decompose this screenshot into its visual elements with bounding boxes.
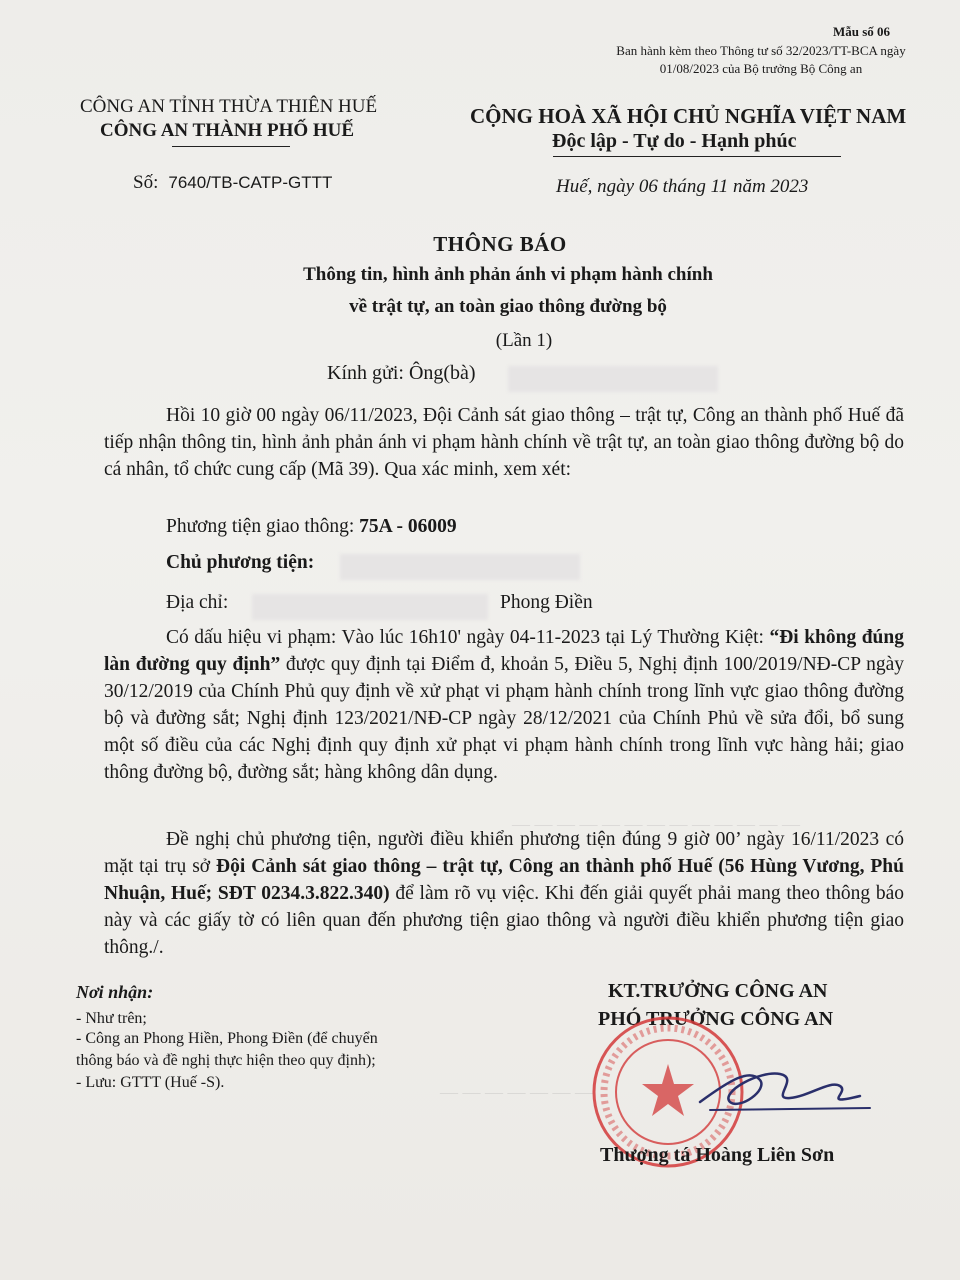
document-number-value: 7640/TB-CATP-GTTT	[168, 173, 333, 192]
bleed-through: — — — — — — — — — — — — —	[512, 814, 800, 834]
agency-name: CÔNG AN THÀNH PHỐ HUẾ	[100, 120, 355, 141]
violation-lead: Có dấu hiệu vi phạm: Vào lúc 16h10' ngày 04-11-2023 tại Lý Thường Kiệt:	[166, 627, 764, 648]
motto: Độc lập - Tự do - Hạnh phúc	[552, 130, 797, 152]
redacted-owner-name	[340, 554, 580, 580]
signer-name: Thượng tá Hoàng Liên Sơn	[600, 1144, 835, 1166]
signature-title-line2: PHÓ TRƯỞNG CÔNG AN	[598, 1008, 834, 1030]
greeting: Kính gửi: Ông(bà)	[327, 362, 476, 384]
bleed-through: — — — — — — —	[440, 1082, 593, 1102]
request-paragraph	[104, 826, 904, 961]
violation-offense: “Đi không đúng làn đường quy định”	[104, 627, 904, 675]
recipient-item: - Công an Phong Hiền, Phong Điền (để chuyển	[76, 1030, 378, 1047]
signature-title-line1: KT.TRƯỞNG CÔNG AN	[608, 980, 828, 1002]
document-number	[133, 172, 332, 194]
intro-paragraph: Hồi 10 giờ 00 ngày 06/11/2023, Đội Cảnh sát giao thông – trật tự, Công an thành phố Huế đã tiếp nhận thông tin, hình ảnh phản ánh vi phạm hành chính về trật tự, an toàn giao thông đường bộ do cá nhân, tổ chức cung cấp (Mã 39). Qua xác minh, xem xét:	[104, 405, 904, 480]
vehicle-label: Phương tiện giao thông:	[166, 516, 355, 537]
handwritten-signature-icon	[690, 1040, 880, 1130]
address-visible: Phong Điền	[500, 592, 593, 613]
document-subtitle-line1: Thông tin, hình ảnh phản ánh vi phạm hành chính	[303, 264, 713, 285]
violation-legal-basis: được quy định tại Điểm đ, khoản 5, Điều 5, Nghị định 100/2019/NĐ-CP ngày 30/12/2019 của Chính Phủ quy định về xử phạt vi phạm hành chính trong lĩnh vực giao thông đường bộ và đường sắt; Nghị định 123/2021/NĐ-CP ngày 28/12/2021 của Chính Phủ về sửa đổi, bổ sung một số điều của các Nghị định quy định xử phạt vi phạm hành chính trong lĩnh vực hàng hải; giao thông đường bộ, đường sắt; hàng không dân dụng.	[104, 654, 904, 783]
document-subtitle-line2: về trật tự, an toàn giao thông đường bộ	[349, 296, 667, 317]
recipient-item: - Lưu: GTTT (Huế -S).	[76, 1074, 225, 1091]
recipient-item: thông báo và đề nghị thực hiện theo quy định);	[76, 1052, 376, 1069]
form-number: Mẫu số 06	[832, 24, 890, 39]
place-date: Huế, ngày 06 tháng 11 năm 2023	[556, 176, 809, 197]
notice-times: (Lần 1)	[495, 330, 553, 351]
redacted-address	[252, 594, 488, 620]
redacted-recipient-name	[508, 366, 718, 392]
request-lead: Đề nghị chủ phương tiện, người điều khiển phương tiện đúng 9 giờ 00’ ngày 16/11/2023 có mặt tại trụ sở	[104, 829, 904, 877]
document-title: THÔNG BÁO	[433, 232, 567, 256]
vehicle-plate: 75A - 06009	[359, 516, 457, 537]
agency-underline	[172, 146, 290, 147]
violation-paragraph	[104, 624, 904, 786]
nation-title: CỘNG HOÀ XÃ HỘI CHỦ NGHĨA VIỆT NAM	[470, 104, 907, 128]
request-office: Đội Cảnh sát giao thông – trật tự, Công an thành phố Huế (56 Hùng Vương, Phú Nhuận, Huế; SĐT 0234.3.822.340)	[104, 856, 905, 904]
owner-label: Chủ phương tiện:	[166, 552, 315, 573]
address-label: Địa chỉ:	[166, 592, 229, 613]
request-rest: để làm rõ vụ việc. Khi đến giải quyết phải mang theo thông báo này và các giấy tờ có liên quan đến phương tiện giao thông và người điều khiển phương tiện giao thông./.	[104, 883, 904, 958]
form-issued-by: Ban hành kèm theo Thông tư số 32/2023/TT-BCA ngày 01/08/2023 của Bộ trưởng Bộ Công an	[616, 43, 906, 76]
recipients-heading: Nơi nhận:	[76, 982, 154, 1002]
motto-underline	[553, 156, 841, 157]
recipient-item: - Như trên;	[76, 1010, 147, 1027]
document-number-label: Số:	[133, 172, 159, 193]
agency-parent: CÔNG AN TỈNH THỪA THIÊN HUẾ	[80, 96, 378, 117]
vehicle-plate-field	[166, 516, 457, 538]
